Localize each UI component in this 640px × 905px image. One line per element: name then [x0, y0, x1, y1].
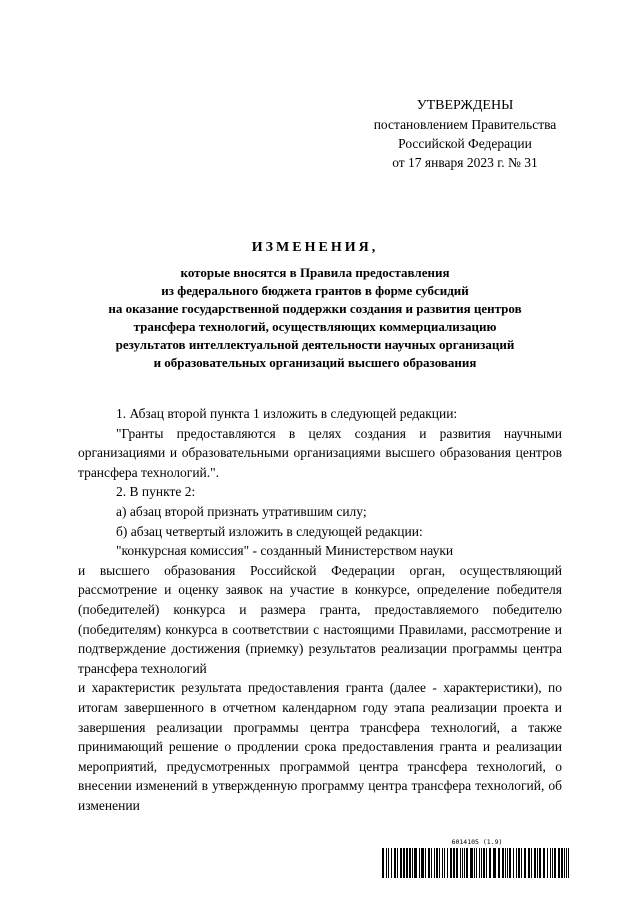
document-header	[60, 240, 570, 372]
approval-line: Российской Федерации	[398, 136, 532, 151]
paragraph: "Гранты предоставляются в целях создания и развития научными организациями и образовательными организациями высшего образования центров трансфера технологий.".	[78, 425, 562, 480]
approval-line: постановлением Правительства	[373, 117, 557, 132]
paragraph: "конкурсная комиссия" - созданный Министерством науки	[116, 543, 454, 559]
paragraph: 2. В пункте 2:	[116, 484, 196, 500]
document-subtitle-line: на оказание государственной поддержки создания и развития центров	[108, 301, 522, 316]
approval-line: от 17 января 2023 г. № 31	[392, 155, 538, 170]
approval-stamp	[330, 96, 600, 172]
barcode-graphic	[382, 848, 572, 878]
document-title: ИЗМЕНЕНИЯ,	[251, 240, 379, 255]
document-subtitle-line: трансфера технологий, осуществляющих коммерциализацию	[133, 319, 497, 334]
document-subtitle-line: из федерального бюджета грантов в форме субсидий	[161, 283, 469, 298]
document-body	[78, 404, 562, 815]
barcode-block	[382, 838, 572, 878]
barcode-label: 6014105 (1.9)	[451, 838, 503, 846]
document-subtitle-line: которые вносятся в Правила предоставления	[180, 265, 450, 280]
paragraph: и высшего образования Российской Федерации орган, осуществляющий рассмотрение и оценку заявок на участие в конкурсе, определение победителя (победителей) конкурса и размера гранта, предоставляемого победителю (победителям) конкурса в соответствии с настоящими Правилами, рассмотрение и подтверждение достижения (приемку) результатов реализации программы центра трансфера технологий	[78, 562, 562, 676]
approval-heading: УТВЕРЖДЕНЫ	[416, 98, 514, 113]
paragraph: и характеристик результата предоставления гранта (далее - характеристики), по итогам завершенного в отчетном календарном году этапа реализации проекта и завершения реализации программы центра трансфера технологий, а также принимающий решение о продлении срока предоставления гранта и реализации мероприятий, предусмотренных программой центра трансфера технологий, о внесении изменений в утвержденную программу центра трансфера технологий, об изменении	[78, 680, 562, 813]
document-subtitle-line: и образовательных организаций высшего образования	[153, 355, 477, 370]
document-subtitle-line: результатов интеллектуальной деятельности научных организаций	[115, 337, 515, 352]
paragraph: 1. Абзац второй пункта 1 изложить в следующей редакции:	[116, 406, 458, 421]
paragraph: а) абзац второй признать утратившим силу;	[116, 503, 367, 519]
paragraph: б) абзац четвертый изложить в следующей редакции:	[116, 523, 423, 539]
